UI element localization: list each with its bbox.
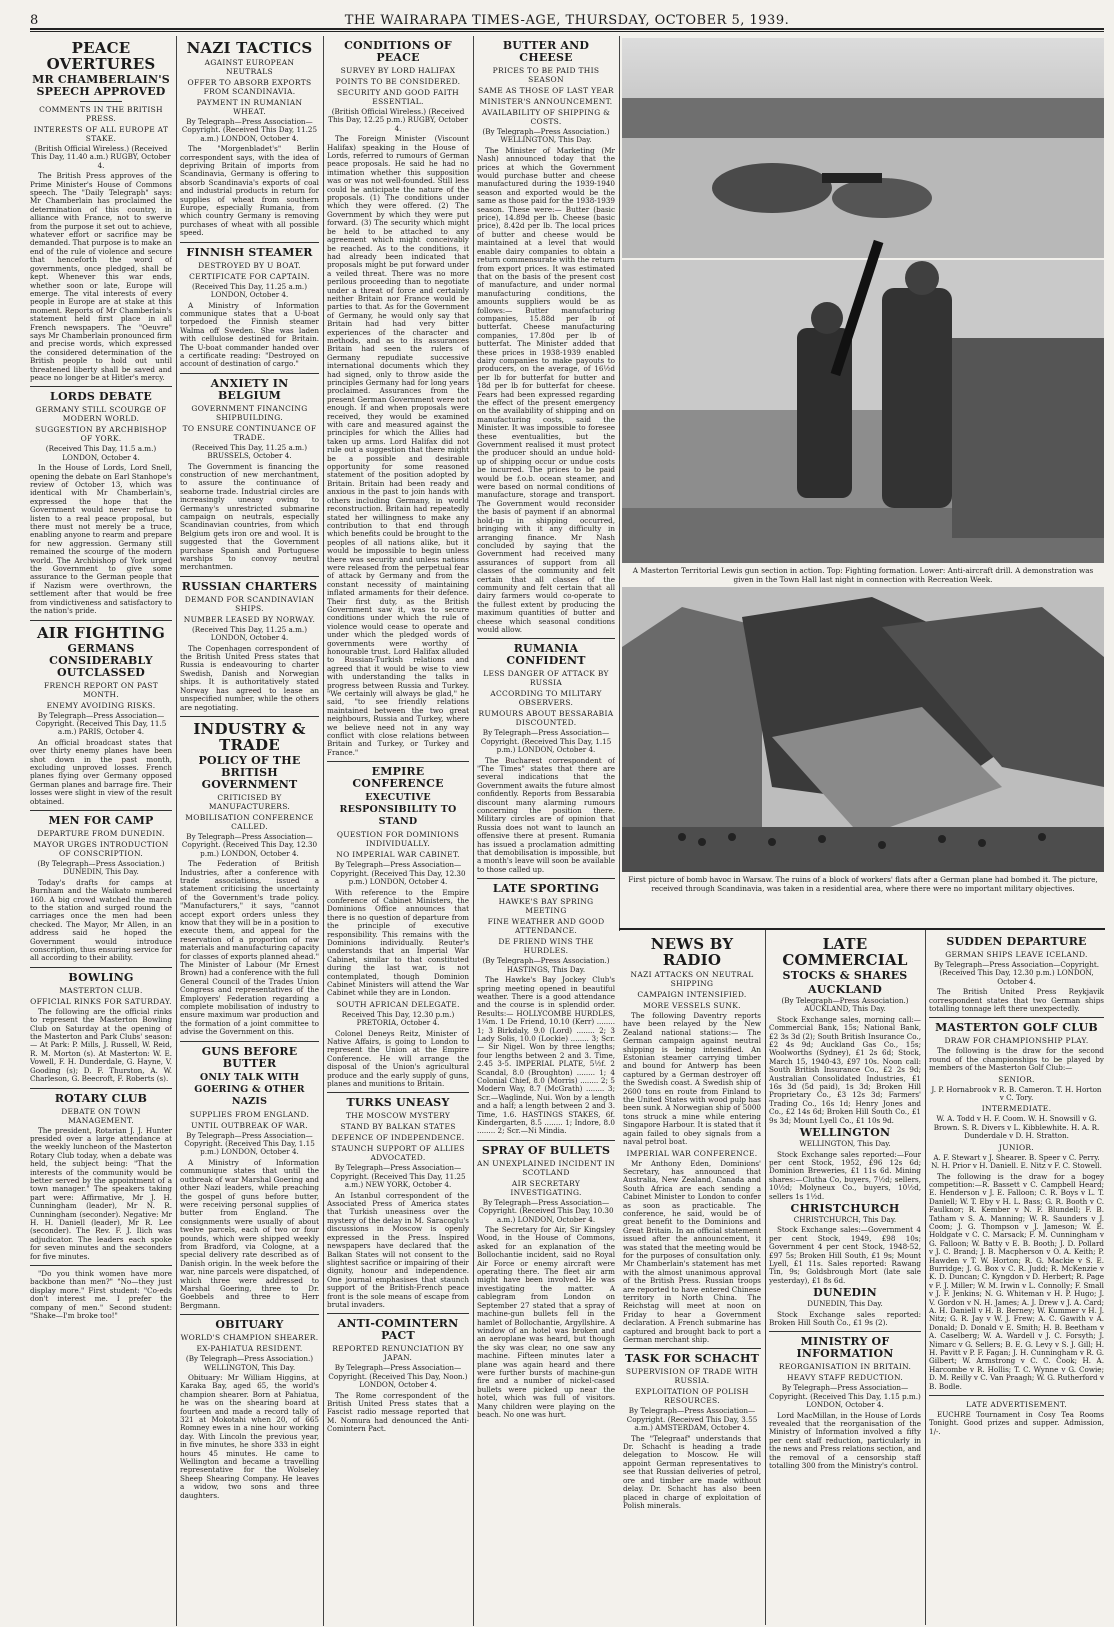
column-1 bbox=[30, 38, 172, 1623]
article-body: A Ministry of Information communique states that until the outbreak of war Marshal Goering and other Nazi leaders, while preaching the gospel of guns before butter, were receiving personal supplies of butter from England. The consignments were usually of about twelve parcels, each of two or four pounds, which were shipped weekly from Bradford, via Cologne, at a special delivery rate described as of Danish origin. In the week before the war, nine parcels were dispatched, of which three were addressed to Marshal Goering, three to Dr. Goebbels and three to Herr Bergmann. bbox=[180, 1157, 319, 1310]
deck: DESTROYED BY U BOAT. bbox=[198, 260, 301, 270]
deck: QUESTION FOR DOMINIONS INDIVIDUALLY. bbox=[336, 830, 460, 849]
dateline: (Received This Day, 11.5 a.m.) LONDON, October 4. bbox=[45, 444, 157, 462]
deck: FRENCH REPORT ON PAST MONTH. bbox=[43, 680, 159, 699]
masthead bbox=[30, 6, 1104, 30]
headline-anti-comintern: ANTI-COMINTERN PACT bbox=[337, 1317, 459, 1343]
lewis-gun-photo bbox=[622, 38, 1104, 563]
deck: DEMAND FOR SCANDINAVIAN SHIPS. bbox=[184, 594, 315, 613]
deck: EXPLOITATION OF POLISH RESOURCES. bbox=[635, 1387, 749, 1406]
headline-air-fighting: AIR FIGHTING bbox=[36, 623, 166, 642]
dateline: (British Official Wireless.) (Received This Day, 11.40 a.m.) RUGBY, October 4. bbox=[31, 144, 171, 170]
dateline: (By Telegraph—Press Association.) WELLINGTON, This Day. bbox=[482, 127, 610, 145]
subhead: STOCKS & SHARES bbox=[782, 969, 908, 982]
deck: DEPARTURE FROM DUNEDIN. bbox=[37, 828, 165, 838]
headline-late-sporting: LATE SPORTING bbox=[492, 882, 600, 896]
headline-golf-club: MASTERTON GOLF CLUB bbox=[935, 1021, 1098, 1035]
dateline: (Received This Day, 11.25 a.m.) LONDON, October 4. bbox=[192, 624, 307, 643]
section-label: SENIOR. bbox=[998, 1074, 1035, 1084]
subhead: SOUTH AFRICAN DELEGATE. bbox=[336, 999, 460, 1009]
column-4 bbox=[477, 38, 615, 1623]
article-body: With reference to the Empire conference of Cabinet Ministers, the Dominions Office announces that there is no question of departure from the principle of executive responsibility. This remains with the Dominions individually. Reuter's understands that an Imperial War Cabinet, similar to that constituted during the last war, is not contemplated, though Dominion Cabinet Ministers will attend the War Cabinet while they are in London. bbox=[327, 887, 469, 998]
article-body: The president, Rotarian J. J. Hunter presided over a large attendance at the weekly luncheon of the Masterton Rotary Club today, when a debate was held, the subject being: "That the interests of the community would be better served by the appointment of a town manager." The speakers taking part were: Affirmative, Mr J. H. Cunningham (leader), Mr N. R. Cunningham (seconder). Negative: Mr H. H. Daniell (leader), Mr R. Lee (seconder). The Rev. F. J. Ilich was adjudicator. The leaders each spoke for seven minutes and the seconders for five minutes. bbox=[30, 1125, 172, 1261]
late-advertisement: EUCHRE Tournament in Cosy Tea Rooms Tonight. Good prizes and supper. Admission, 1/-. bbox=[929, 1410, 1104, 1436]
headline-nazi-tactics: NAZI TACTICS bbox=[186, 39, 313, 57]
column-5 bbox=[623, 934, 761, 1622]
deck: MORE VESSELS SUNK. bbox=[643, 1001, 741, 1010]
article-body: The British Press approves of the Prime Minister's House of Commons speech. The "Daily Telegraph" says: Mr Chamberlain has proclaimed the determination of this country, in alliance with France, not to swerve from the purpose it set out to achieve, whatever effort or sacrifice may be demanded. That purpose is to make an end of the rule of violence and secure that henceforth the word of governments, once pledged, shall be kept. Whenever this war ends, whether soon or late, Europe will emerge. The vital interests of every people in Europe are at stake at this moment. Reports of Mr Chamberlain's statement held first place in all French newspapers. The "Oeuvre" says Mr Chamberlain pronounced firm and precise words, which expressed the considered determination of the British people to hold out until threatened liberty shall be saved and peace no longer be at Hitler's mercy. bbox=[30, 171, 172, 382]
joke-filler: "Do you think women have more backbone than men?" "No—they just display more." First student: "Co-eds don't interest me. I prefer the company of men." Second student: "Shake—I'm broke too!" bbox=[30, 1269, 172, 1321]
article-body: The following is the draw for the second round of the championships to be played by members of the Masterton Golf Club:— bbox=[929, 1046, 1104, 1073]
article-body: Obituary: Mr William Higgins, at Karaka Bay, aged 65, the world's champion shearer. Born at Pahiatua, he was on the shearing board at fourteen and made a record tally of 321 at Mokotahi when 20, of 665 Romney ewes in a nine hour working day. With Lincoln the previous year, in five minutes, he shore 333 in eight hours 45 minutes. He came to Wellington and became a travelling representative for the Wolseley Sheep Shearing Company. He leaves a widow, two sons and three daughters. bbox=[180, 1373, 319, 1500]
dateline: By Telegraph—Press Association—Copyright. (Received This Day, 1.15 p.m.) LONDON, October 4. bbox=[769, 1383, 921, 1410]
deck: NO IMPERIAL WAR CABINET. bbox=[336, 850, 460, 860]
deck: AVAILABILITY OF SHIPPING & COSTS. bbox=[481, 108, 611, 126]
column-3 bbox=[327, 38, 469, 1623]
deck: OFFER TO ABSORB EXPORTS FROM SCANDINAVIA. bbox=[187, 78, 312, 96]
article-body: The Minister of Marketing (Mr Nash) announced today that the prices at which the Government would purchase butter and cheese manufactured during the 1939-1940 season and exported would be the same as those paid for the 1938-1939 season. These were:— Butter (basic price), 14.89d per lb. Cheese (basic price), 8.42d per lb. The local prices of butter and cheese would be maintained at a level that would enable dairy companies to obtain a return commensurate with the return from export prices. It was estimated that on the basis of the present cost of manufacture, and under normal manufacturing conditions, the amounts suppliers would be as follows:— Butter manufacturing companies, 15.88d per lb of butterfat. Cheese manufacturing companies, 17.80d per lb of butterfat. The Minister added that these prices in 1938-1939 enabled dairy companies to make payouts to producers, on the average, of 16½d per lb for butterfat for butter and 18d per lb for butterfat for cheese. Fears had been expressed regarding the effect of the present emergency on the availability of shipping and on manufacturing costs, said the Minister. It was impossible to foresee these eventualities, but the Government realised it must protect the producer should an undue hold-up of shipping occur or undue costs be incurred. The prices to be paid would be f.o.b. ocean steamer, and were based on normal conditions of manufacture, storage and transport. The Government would reconsider the basis of payment if an abnormal hold-up in shipping occurred, bringing with it any difficulty in arranging finance. Mr Nash concluded by saying that the Government had received many assurances of support from all classes of the community and felt certain that all classes of the community and felt certain that all dairy farmers would co-operate to the fullest extent by producing the maximum quantities of butter and cheese which seasonal conditions would allow. bbox=[477, 145, 615, 634]
dateline: By Telegraph—Press Association—Copyright. (Received This Day, 12.30 p.m.) LONDON, October 4. bbox=[330, 860, 466, 887]
headline-men-for-camp: MEN FOR CAMP bbox=[48, 813, 154, 827]
headline-late-commercial: LATE COMMERCIAL bbox=[782, 935, 908, 969]
section-label: INTERMEDIATE. bbox=[981, 1104, 1052, 1114]
article-body: A Ministry of Information communique states that a U-boat torpedoed the Finnish steamer Walma off Sweden. She was laden with cellulose destined for Britain. The U-boat commander handed over a certificate reading: "Destroyed on account of destination of cargo." bbox=[180, 300, 319, 369]
headline-rumania-confident: RUMANIA CONFIDENT bbox=[506, 642, 586, 668]
deck: OFFICIAL RINKS FOR SATURDAY. bbox=[30, 996, 172, 1006]
article-body: Stock Exchange sales reported: Broken Hill South Co., £1 9s (2). bbox=[769, 1309, 921, 1327]
headline-guns-before-butter: GUNS BEFORE BUTTER bbox=[201, 1044, 298, 1070]
newspaper-title: THE WAIRARAPA TIMES-AGE, THURSDAY, OCTOBER 5, 1939. bbox=[344, 13, 790, 28]
dateline: CHRISTCHURCH, This Day. bbox=[793, 1214, 897, 1224]
article-body: Colonel Deneys Reitz, Minister of Native Affairs, is going to London to represent the Union at the Empire Conference. He will arrange the disposal of the Union's agricultural produce and the early supply of guns, planes and munitions to Britain. bbox=[327, 1028, 469, 1089]
article-body: Lord MacMillan, in the House of Lords revealed that the reorganisation of the Ministry of Information involved a fifty per cent staff reduction, particularly in the news and Press relations section, and the removal of a censorship staff totalling 300 from the Ministry's control. bbox=[769, 1410, 921, 1471]
deck: AIR SECRETARY INVESTIGATING. bbox=[510, 1178, 582, 1197]
dateline: By Telegraph—Press Association—Copyright. (Received This Day, 12.30 p.m.) LONDON, October 4. bbox=[933, 960, 1100, 986]
deck: ENEMY AVOIDING RISKS. bbox=[46, 700, 156, 710]
deck: MASTERTON CLUB. bbox=[59, 985, 143, 995]
deck: GOVERNMENT FINANCING SHIPBUILDING. bbox=[191, 403, 308, 422]
deck: UNTIL OUTBREAK OF WAR. bbox=[191, 1120, 308, 1130]
deck: MINISTER'S ANNOUNCEMENT. bbox=[479, 97, 613, 106]
city-wellington: WELLINGTON bbox=[799, 1126, 891, 1140]
subhead: EXECUTIVE RESPONSIBILITY TO STAND bbox=[339, 792, 457, 828]
headline-spray-of-bullets: SPRAY OF BULLETS bbox=[481, 1143, 611, 1157]
headline-rotary-club: ROTARY CLUB bbox=[54, 1091, 148, 1105]
subhead: STAND BY BALKAN STATES bbox=[340, 1122, 456, 1132]
dateline: (By Telegraph—Press Association.) AUCKLAND, This Day. bbox=[781, 996, 909, 1014]
subhead: THE MOSCOW MYSTERY bbox=[345, 1111, 451, 1121]
photo-caption-top: A Masterton Territorial Lewis gun section in action. Top: Fighting formation. Lower: Anti-aircraft drill. A demonstration was given in the Town Hall last night in connection with Recreation Week. bbox=[632, 566, 1094, 584]
article-body: The Bucharest correspondent of "The Times" states that there are several indications that the Government awaits the future almost confidently. Reports from Bessarabia discount many alarming rumours concerning the position there. Military circles are of opinion that Russia does not want to launch an offensive there at present. Rumania has issued a proclamation admitting that demobilisation is impossible, but a month's leave will soon be available to those called up. bbox=[477, 755, 615, 874]
headline-industry-trade: INDUSTRY & TRADE bbox=[193, 719, 306, 754]
deck: TO ENSURE CONTINUANCE OF TRADE. bbox=[182, 423, 317, 442]
article-body: Stock Exchange sales reported:—Four per cent Stock, 1952, £96 12s 6d; Dominion Breweries, £1 11s 6d. Mining shares:—Cluthа Co, buyers, 7½d; sellers, 10½d; Molyneux Co., buyers, 10½d, sellers 1s 1½d. bbox=[769, 1149, 921, 1201]
dateline: By Telegraph—Press Association—Copyright. (Received This Day, 12.30 p.m.) LONDON, October 4. bbox=[181, 831, 318, 858]
deck: DEFENCE OF INDEPENDENCE. bbox=[331, 1133, 465, 1143]
subhead: AGAINST EUROPEAN NEUTRALS bbox=[204, 58, 295, 76]
deck: SECURITY AND GOOD FAITH ESSENTIAL. bbox=[336, 88, 460, 106]
dateline: (By Telegraph—Press Association.) WELLINGTON, This Day. bbox=[185, 1354, 314, 1372]
dateline: By Telegraph—Press Association—Copyright. (Received This Day, Noon.) LONDON, October 4. bbox=[328, 1363, 468, 1390]
dateline: By Telegraph—Press Association—Copyright. (Received This Day, 11.25 a.m.) NEW YORK, October 4. bbox=[330, 1163, 466, 1190]
dateline: By Telegraph—Press Association—Copyright. (Received This Day, 1.15 p.m.) LONDON, October 4. bbox=[480, 728, 612, 755]
deck: FINE WEATHER AND GOOD ATTENDANCE. bbox=[487, 917, 605, 936]
article-body: The "Morgenbladet's" Berlin correspondent says, with the idea of depriving Britain of imports from Scandinavia, Germany is offering to absorb Scandinavia's exports of coal and industrial products in return for supplies of wheat from southern Europe, especially Rumania, from which country Germany is removing purchases of wheat with all possible speed. bbox=[180, 144, 319, 238]
subhead: GERMANS CONSIDERABLY OUTCLASSED bbox=[49, 641, 153, 679]
article-body: The Hawke's Bay Jockey Club's spring meeting opened in beautiful weather. There is a good attendance and the course is in splendid order. Results:— HOLLYCOMBE HURDLES, 1¼m. 1 De Friend, 10.10 (Kerr) ........ 1; 3 Birkdaly, 9.0 (Lord) ........ 2; 3 Lady Solis, 10.0 (Lockie) ........ 3; Scr.— Sir Nigel. Won by three lengths; four lengths between 2 and 3. Time, 2.45 3-5. IMPERIAL PLATE, 5½f. 2 Scandal, 8.0 (Broughton) ........ 1; 4 Colonial Chief, 8.0 (Morris) ........ 2; 5 Modern Way, 8.7 (McGrath) ........ 3; Scr.—Waglinde, Nui. Won by a length and a half; a length between 2 and 3. Time, 1.6. HASTINGS STAKES, 6f. Kindergarten, 8.5 ........ 1; Indore, 8.0 ........ 2; Scr.—Ni Mindia. bbox=[477, 975, 615, 1136]
article-body: The Secretary for Air, Sir Kingsley Wood, in the House of Commons, asked for an explanation of the Bollochantie incident, said no Royal Air Force or enemy aircraft were operating there. The fleet air arm might have been involved. He was investigating the matter. A cablegram from London on September 27 stated that a spray of machine-gun bullets fell in the hamlet of Bollochantie, Argyllshire. A window of an hotel was broken and an aeroplane was heard, but though the sky was clear, no one saw any machine. Fifteen minutes later a plane was again heard and there were further bursts of machine-gun fire and a number of nickel-cased bullets were picked up near the hotel, which was full of visitors. Many children were playing on the beach. No one was hurt. bbox=[477, 1225, 615, 1419]
dateline: By Telegraph—Press Association—Copyright. (Received This Day, 11.25 a.m.) LONDON, October 4. bbox=[181, 117, 318, 143]
deck: REORGANISATION IN BRITAIN. bbox=[778, 1362, 912, 1372]
deck: GERMAN SHIPS LEAVE ICELAND. bbox=[945, 950, 1088, 959]
article-body: Mr Anthony Eden, Dominions' Secretary, has announced that Australia, New Zealand, Canada and South Africa are each sending a Cabinet Minister to London to confer as soon as practicable. The conference, he said, would be of great benefit to the Dominions and Great Britain. In an official statement issued after the announcement, it was stated that the meeting would be for the purposes of consultation only. Mr Chamberlain's statement has met with the almost unanimous approval of the British Press. Russian troops are reported to have entered Chinese territory in North China. The Reichstag will meet at noon on Friday to hear a Government declaration. A French submarine has captured and brought back to port a German merchant ship. bbox=[623, 1158, 761, 1345]
deck: NUMBER LEASED BY NORWAY. bbox=[183, 614, 316, 624]
article-body: In the House of Lords, Lord Snell, opening the debate on Earl Stanhope's review of October 13, which was identical with Mr Chamberlain's, expressed the hope that the Government would never refuse to listen to a real peace proposal, but there must not merely be a truce, enabling anyone to rearm and prepare for new aggression. Germany still remained the scourge of the modern world. The Archbishop of York urged the Government to give some assurance to the German people that if Nazism were overthrown, the settlement after that would be free from vindictiveness and satisfactory to the nation's pride. bbox=[30, 463, 172, 616]
subhead: AN UNEXPLAINED INCIDENT IN SCOTLAND bbox=[477, 1158, 615, 1177]
dateline: WELLINGTON, This Day. bbox=[799, 1139, 891, 1149]
draw-list: A. F. Stewart v J. Shearer. B. Speer v C. Perry. N. H. Prior v H. Daniell. E. Nitz v F. C. Stowell. bbox=[931, 1152, 1102, 1171]
dateline: (Received This Day, 11.25 a.m.) BRUSSELS, October 4. bbox=[192, 442, 307, 461]
deck: HEAVY STAFF REDUCTION. bbox=[786, 1373, 904, 1383]
article-body: The Government is financing the construction of new merchantment, to assure the continuance of seaborne trade. Industrial circles are increasingly uneasy owing to Germany's unrestricted submarine campaign on neutrals, especially Scandinavian countries, from which Belgium gets iron ore and wool. It is suggested that the Government purchase Spanish and Portuguese warships to convoy neutral merchantmen. bbox=[180, 461, 319, 572]
deck: SUGGESTION BY ARCHBISHOP OF YORK. bbox=[35, 425, 167, 444]
article-body: An Istanbul correspondent of the Associated Press of America states that Turkish uneasiness over the mystery of the delay in M. Saracoglu's discussions in Moscow is openly expressed in the Press. Inspired newspapers have declared that the Balkan States will not consent to the slightest sacrifice or impairing of their dignity, honour and independence. One journal emphasises that staunch support of the British-French peace front is the sole means of escape from brutal invaders. bbox=[327, 1190, 469, 1309]
deck: DRAW FOR CHAMPIONSHIP PLAY. bbox=[944, 1036, 1089, 1046]
subhead: PRICES TO BE PAID THIS SEASON bbox=[492, 66, 600, 84]
deck: GERMANY STILL SCOURGE OF MODERN WORLD. bbox=[35, 405, 167, 424]
article-body: The following are the official rinks to represent the Masterton Bowling Club on Saturday at the opening of the Masterton and Park Clubs' season:— At Park: P. Mills, J. Russell, W. Reid, R. M. Morton (s). At Masterton: W. E. Vowell, F. H. Dunderdale, G. Hayne, V. Gooding (s); D. F. Thurston, A. W. Charleson, G. Beecroft, F. Roberts (s). bbox=[30, 1006, 172, 1084]
article-body: The Rome correspondent of the British United Press states that a Fascist radio message reported that M. Nomura had denounced the Anti-Comintern Pact. bbox=[327, 1390, 469, 1434]
photo-caption-bottom: First picture of bomb havoc in Warsaw. The ruins of a block of workers' flats after a German plane had bombed it. The picture, received through Scandinavia, was taken in a residential area, where there were no important military objectives. bbox=[628, 875, 1098, 893]
subhead: SAME AS THOSE OF LAST YEAR bbox=[478, 86, 614, 95]
deck: REPORTED RENUNCIATION BY JAPAN. bbox=[332, 1344, 464, 1363]
dateline: (Received This Day, 11.25 a.m.) LONDON, October 4. bbox=[192, 281, 307, 300]
headline-ministry-information: MINISTRY OF INFORMATION bbox=[796, 1335, 894, 1361]
headline-obituary: OBITUARY bbox=[215, 1318, 284, 1332]
dateline: By Telegraph—Press Association—Copyright. (Received This Day, 1.15 p.m.) LONDON, October 4. bbox=[184, 1130, 315, 1157]
dateline: By Telegraph—Press Association—Copyright. (Received This Day, 11.5 a.m.) PARIS, October 4. bbox=[35, 710, 167, 737]
city-christchurch: CHRISTCHURCH bbox=[790, 1201, 900, 1215]
headline-finnish-steamer: FINNISH STEAMER bbox=[186, 245, 313, 259]
headline-anxiety-belgium: ANXIETY IN BELGIUM bbox=[210, 376, 289, 402]
headline-bowling: BOWLING bbox=[68, 970, 134, 984]
deck: RUMOURS ABOUT BESSARABIA DISCOUNTED. bbox=[478, 709, 614, 728]
subhead: IMPERIAL WAR CONFERENCE. bbox=[626, 1148, 758, 1158]
deck: SUPPLIES FROM ENGLAND. bbox=[189, 1109, 310, 1119]
headline-task-for-schacht: TASK FOR SCHACHT bbox=[625, 1352, 759, 1366]
draw-list: W. A. Todd v H. F. Coom. W. H. Snowsill v G. Brown. S. R. Divers v L. Kibblewhite. H. A. R. Dunderdale v D. H. Stratton. bbox=[933, 1114, 1100, 1141]
article-body: The following is the draw for a bogey competition:—R. Bassett v C. Campbell Heard; E. Henderson v J. E. Falloon; C. R. Boys v L. T. Daniell; W. T. Eby v H. L. Bass; G. R. Booth v C. Faulknor; R. Kember v N. F. Blundell; F. B. Tatham v S. A. Manning; W. R. Saunders v J. Coom; J. G. Thompson v J. Jameson; W. E. Holdgate v C. C. Marsack; F. M. Cunningham v G. Falloon; W. Batty v E. B. Booth; J. D. Pollard v J. C. Brand; J. B. Macpherson v O. A. Keith; P. Hawden v T. W. Horton; R. G. Mackie v S. E. Burridge; J. G. Box v C. R. Judd; R. McKenzie v K. D. Duncan; C. Kyngdon v D. Herbert; R. Page v F. J. Miller; W. M. Irwin v L. Connolly; F. Small v J. F. Jenkins; N. G. Whiteman v H. P. Hugo; J. V. Gordon v N. H. James; A. J. Drew v J. A. Card; A. H. Daniell v H. B. Berney; W. Kummer v H. J. Nitz; G. R. Jay v W. J. Frew; A. C. Gawith v A. Donald; D. Donald v E. Smith; H. B. Beetham v A. Caselberg; W. A. Wardell v J. C. Forsyth; J. Nimarc v G. Sellers; B. E. G. Levy v S. J. Gill; H. H. Pavitt v P. F. Fagan; J. H. Cunningham v R. G. Gilbert; W. Armstrong v C. C. Cook; H. A. Harcombe v R. Hollis; T. C. Wynne v G. Cowie; D. M. Reilly v C. Van Praagh; W. G. Rutherford v B. Bodle. bbox=[929, 1171, 1104, 1391]
subhead: NAZI ATTACKS ON NEUTRAL SHIPPING bbox=[630, 970, 754, 988]
headline-conditions-of-peace: CONDITIONS OF PEACE bbox=[344, 39, 452, 64]
article-body: Today's drafts for camps at Burnham and the Waikato numbered 160. A big crowd watched the march to the station and surged round the carriages once the men had been checked. The Mayor, Mr Allen, in an address said he hoped the Government would introduce conscription, thus ensuring service for all according to their ability. bbox=[30, 877, 172, 963]
headline-turks-uneasy: TURKS UNEASY bbox=[346, 1096, 450, 1110]
deck: STAUNCH SUPPORT OF ALLIES ADVOCATED. bbox=[331, 1144, 465, 1163]
headline-butter-cheese: BUTTER AND CHEESE bbox=[502, 39, 590, 64]
deck: DEBATE ON TOWN MANAGEMENT. bbox=[61, 1106, 141, 1125]
article-body: Stock Exchange sales:—Government 4 per cent Stock, 1949, £98 10s; Government 4 per cent Stock, 1948-52, £97 5s; Broken Hill South, £1 9s; Mount Lyell, £1 11s. Sales reported: Rawang Tin, 9s; Goldsbrough Mort (late sale yesterday), £1 8s 6d. bbox=[769, 1225, 921, 1285]
deck: COMMENTS IN THE BRITISH PRESS. bbox=[39, 105, 163, 123]
column-6 bbox=[769, 934, 921, 1622]
article-body: The British United Press Reykjavik correspondent states that two German ships totalling tonnage left there unexpectedly. bbox=[929, 987, 1104, 1014]
dateline: (By Telegraph—Press Association.) HASTINGS, This Day. bbox=[482, 956, 610, 974]
subhead: SURVEY BY LORD HALIFAX bbox=[340, 66, 456, 75]
subhead: HAWKE'S BAY SPRING MEETING bbox=[498, 897, 594, 916]
warsaw-bomb-photo bbox=[622, 587, 1104, 872]
deck: MOBILISATION CONFERENCE CALLED. bbox=[185, 812, 314, 831]
deck: MAYOR URGES INTRODUCTION OF CONSCRIPTION. bbox=[33, 839, 169, 858]
deck: DE FRIEND WINS THE HURDLES. bbox=[498, 937, 594, 956]
headline-news-by-radio: NEWS BY RADIO bbox=[650, 935, 734, 969]
deck: PAYMENT IN RUMANIAN WHEAT. bbox=[196, 98, 303, 116]
deck: SUPERVISION OF TRADE WITH RUSSIA. bbox=[625, 1367, 759, 1386]
article-body: The Copenhagen correspondent of the British United Press states that Russia is endeavouring to charter Swedish, Danish and Norwegian ships. It is authoritatively stated Norway has agreed to lease an unspecified number, while the others are negotiating. bbox=[180, 643, 319, 712]
deck: EX-PAHIATUA RESIDENT. bbox=[196, 1344, 303, 1354]
late-advertisement-heading: LATE ADVERTISEMENT. bbox=[966, 1400, 1067, 1410]
article-body: The Foreign Minister (Viscount Halifax) speaking in the House of Lords, referred to rumours of German peace proposals. He said he had no intimation whether this supposition was or was not well-founded. Still less could he anticipate the nature of the proposals. (1) The conditions under which they were offered. (2) The Government by which they were put forward. (3) The security which might be held to be attached to any agreement which might conceivably be reached. As to the conditions, it had already been indicated that proposals might be put forward under a veiled threat. There was no more perilous proceeding than to negotiate under a threat of force and certainly neither Britain nor France would be parties to that. As for the Government of Germany, he would only say that Britain had had very bitter experiences of the character and methods, and as to its assurances Britain had seen the rulers of Germany repudiate successive international documents which they had signed, only to throw aside the principles Germany had for long years proclaimed. Assurances from the present German Government were not enough. If and when proposals were received, they would be examined with care and measured against the principles for which the Allies had taken up arms. Lord Halifax did not rule out a suggestion that there might be a possible and desirable opportunity for some reasoned statement of the position adopted by Britain. Britain had been ready and anxious in the past to join hands with others including Germany, in world reconstruction. Britain had repeatedly stated her willingness to make any contribution to that end through which benefits could be brought to the peoples of all nations alike, but it would be impossible to begin unless there was security and unless nations were released from the perpetual fear of attack by Germany and from the constant necessity of maintaining inflated armaments for their defence. Their first duty, as the British Government saw it, was to secure conditions under which the rule of violence would cease to operate and under which the pledged words of governments were worthy of honourable trust. Lord Halifax alluded to Russian-Turkish relations and agreed that it would be wise to view with understanding the talks in progress between Russia and Turkey. "We certainly will always be glad," he said, "to see friendly relations maintained between the two great neighbours, Russia and Turkey, where we believe need not in any way conflict with close relations between Britain and Turkey, or Turkey and France." bbox=[327, 134, 469, 757]
subhead: POLICY OF THE BRITISH GOVERNMENT bbox=[198, 753, 301, 791]
article-body: An official broadcast states that over thirty enemy planes have been shot down in the past month, excluding unproved losses. French planes flying over Germany opposed German planes and barrage fire. Their losses were slight in view of the result obtained. bbox=[30, 737, 172, 806]
subhead: MR CHAMBERLAIN'S SPEECH APPROVED bbox=[32, 73, 170, 98]
dateline: By Telegraph—Press Association—Copyright. (Received This Day, 3.55 a.m.) AMSTERDAM, October 4. bbox=[626, 1406, 758, 1433]
subhead: WORLD'S CHAMPION SHEARER. bbox=[180, 1333, 319, 1343]
dateline: DUNEDIN, This Day. bbox=[807, 1299, 883, 1309]
section-label: JUNIOR. bbox=[998, 1142, 1035, 1152]
deck: POINTS TO BE CONSIDERED. bbox=[335, 77, 461, 86]
deck: INTERESTS OF ALL EUROPE AT STAKE. bbox=[33, 125, 169, 143]
dateline: (British Official Wireless.) (Received This Day, 12.25 p.m.) RUGBY, October 4. bbox=[328, 107, 468, 133]
article-body: Stock Exchange sales, morning call:—Commercial Bank, 15s; National Bank, £2 3s 3d (2); South British Insurance Co., £2 4s 9d; Auckland Gas Co., 15s; Woolworths (Sydney), £1 2s 6d; Stock, March 15, 1940-43, £97 10s. Noon call: South British Insurance Co., £2 2s 9d; Australian Consolidated Industries, £1 16s 3d (5d paid), 1s 3d; Broken Hill Proprietary Co., £3 12s 3d; Farmers' Trading Co., 16s 1d; Henry Jones and Co., £2 14s 6d; Broken Hill South Co., £1 9s 3d; Mount Lyell Co., £1 10s 9d. bbox=[769, 1014, 921, 1125]
dateline: By Telegraph—Press Association—Copyright. (Received This Day, 10.30 a.m.) LONDON, October 4. bbox=[478, 1197, 614, 1224]
deck: ACCORDING TO MILITARY OBSERVERS. bbox=[490, 689, 602, 708]
page-number: 8 bbox=[30, 13, 39, 28]
headline-russian-charters: RUSSIAN CHARTERS bbox=[181, 579, 318, 593]
column-7 bbox=[929, 934, 1104, 1622]
headline-empire-conference: EMPIRE CONFERENCE bbox=[352, 765, 444, 791]
article-body: The "Telegraaf" understands that Dr. Schacht is heading a trade delegation to Moscow. He will appoint German representatives to see that Russian deliveries of petrol, ore and timber are made without delay. Dr. Schacht has also been placed in charge of exploitation of Polish minerals. bbox=[623, 1433, 761, 1510]
dateline: Received This Day, 12.30 p.m.) PRETORIA, October 4. bbox=[341, 1009, 455, 1028]
dateline: (By Telegraph—Press Association.) DUNEDIN, This Day. bbox=[37, 858, 165, 877]
article-body: The following Daventry reports have been relayed by the New Zealand national stations:— The German campaign against neutral shipping is being intensified. An Estonian steamer carrying timber and bound for Antwerp has been captured by a German destroyer off the Swedish coast. A Swedish ship of 2600 tons en route from Finland to the United States with wood pulp has been sunk. A Norwegian ship of 5000 tons struck a mine while entering Singapore Harbour. It is stated that it again failed to obey signals from a naval petrol boat. bbox=[623, 1011, 761, 1147]
headline-sudden-departure: SUDDEN DEPARTURE bbox=[946, 935, 1087, 948]
deck: CERTIFICATE FOR CAPTAIN. bbox=[189, 271, 310, 281]
city-dunedin: DUNEDIN bbox=[813, 1286, 877, 1300]
headline-lords-debate: LORDS DEBATE bbox=[50, 390, 152, 404]
draw-list: J. P. Hornabrook v R. B. Cameron. T. H. Horton v C. Tory. bbox=[931, 1084, 1102, 1103]
article-body: The Federation of British Industries, after a conference with trade associations, issued a statement criticising the uncertainty of the Government's trade policy. "Manufacturers," it says, "cannot accept export orders unless they know that they will be in a position to execute them, and appeal for the reservation of a proportion of raw materials and manufacturing capacity for classes of exports planned ahead." The Minister of Labour (Mr Ernest Brown) had a conference with the full General Council of the Trades Union Congress and representatives of the Employers' Federation regarding a complete mobilisation of industry to ensure maximum war production and the formation of a joint committee to advise the Government on this. bbox=[180, 859, 319, 1037]
deck: CAMPAIGN INTENSIFIED. bbox=[637, 990, 747, 999]
deck: CRITICISED BY MANUFACTURERS. bbox=[208, 792, 291, 811]
city-auckland: AUCKLAND bbox=[808, 983, 882, 996]
subhead: LESS DANGER OF ATTACK BY RUSSIA bbox=[483, 669, 609, 688]
column-2 bbox=[180, 38, 319, 1623]
headline-peace-overtures: PEACE OVERTURES bbox=[46, 39, 156, 73]
subhead: ONLY TALK WITH GOERING & OTHER NAZIS bbox=[194, 1071, 305, 1107]
